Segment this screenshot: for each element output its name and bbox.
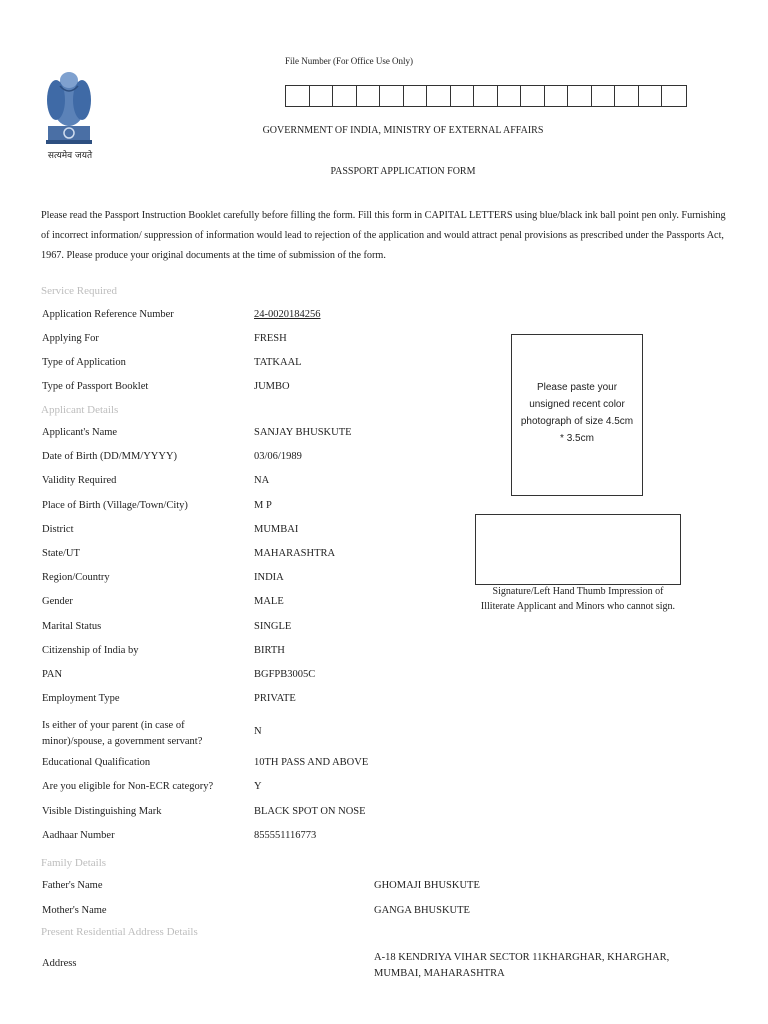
value-application-reference: 24-0020184256	[254, 309, 321, 320]
file-number-box	[545, 86, 569, 106]
value-applicant-name: SANJAY BHUSKUTE	[254, 427, 352, 438]
label-type-of-application: Type of Application	[42, 357, 126, 368]
label-applicant-name: Applicant's Name	[42, 427, 118, 438]
label-application-reference: Application Reference Number	[42, 309, 174, 320]
file-number-box	[404, 86, 428, 106]
file-number-box	[357, 86, 381, 106]
file-number-label: File Number (For Office Use Only)	[285, 56, 414, 66]
government-heading: GOVERNMENT OF INDIA, MINISTRY OF EXTERNAL AFFAIRS	[262, 125, 544, 136]
value-district: MUMBAI	[254, 524, 299, 535]
label-marital-status: Marital Status	[42, 621, 102, 632]
instructions-paragraph: Please read the Passport Instruction Booklet carefully before filling the form. Fill this form in CAPITAL LETTERS using blue/black ink ball point pen only. Furnishing of incorrect information/ suppression of information would lead to rejection of the application and would attract penal provisions as prescribed under the Passports Act, 1967. Please produce your original documents at the time of submission of the form.	[41, 210, 726, 261]
file-number-box	[286, 86, 310, 106]
label-place-of-birth: Place of Birth (Village/Town/City)	[42, 500, 188, 511]
label-father-name: Father's Name	[42, 880, 103, 891]
value-type-of-application: TATKAAL	[254, 357, 302, 368]
file-number-box	[639, 86, 663, 106]
file-number-box	[333, 86, 357, 106]
label-pan: PAN	[42, 669, 63, 680]
label-citizenship: Citizenship of India by	[42, 645, 139, 656]
label-date-of-birth: Date of Birth (DD/MM/YYYY)	[42, 451, 178, 462]
value-aadhaar: 855551116773	[254, 830, 317, 841]
file-number-box	[474, 86, 498, 106]
label-mother-name: Mother's Name	[42, 905, 107, 916]
file-number-box	[662, 86, 686, 106]
value-passport-booklet: JUMBO	[254, 381, 290, 392]
file-number-box	[615, 86, 639, 106]
value-validity: NA	[254, 475, 270, 486]
section-address-details: Present Residential Address Details	[41, 926, 198, 938]
label-validity: Validity Required	[42, 475, 117, 486]
file-number-box	[568, 86, 592, 106]
value-father-name: GHOMAJI BHUSKUTE	[374, 880, 480, 891]
section-applicant-details: Applicant Details	[41, 404, 119, 416]
form-title: PASSPORT APPLICATION FORM	[330, 166, 476, 177]
value-non-ecr: Y	[254, 781, 262, 792]
label-government-servant: Is either of your parent (in case of minor)/spouse, a government servant?	[42, 720, 203, 747]
label-district: District	[42, 524, 74, 535]
label-applying-for: Applying For	[42, 333, 99, 344]
photo-instructions: Please paste your unsigned recent color photograph of size 4.5cm * 3.5cm	[520, 382, 634, 444]
file-number-boxes	[285, 85, 687, 107]
label-distinguishing-mark: Visible Distinguishing Mark	[42, 806, 162, 817]
label-gender: Gender	[42, 596, 73, 607]
value-date-of-birth: 03/06/1989	[254, 451, 302, 462]
section-family-details: Family Details	[41, 857, 107, 869]
value-government-servant: N	[254, 726, 262, 737]
value-citizenship: BIRTH	[254, 645, 285, 656]
emblem-motto: सत्यमेव जयते	[47, 151, 93, 161]
file-number-box	[521, 86, 545, 106]
photo-box	[511, 334, 643, 496]
file-number-box	[427, 86, 451, 106]
label-educational-qualification: Educational Qualification	[42, 757, 151, 768]
value-gender: MALE	[254, 596, 284, 607]
value-mother-name: GANGA BHUSKUTE	[374, 905, 470, 916]
label-state: State/UT	[42, 548, 80, 559]
file-number-box	[380, 86, 404, 106]
label-passport-booklet: Type of Passport Booklet	[42, 381, 149, 392]
value-marital-status: SINGLE	[254, 621, 292, 632]
value-applying-for: FRESH	[254, 333, 287, 344]
file-number-box	[592, 86, 616, 106]
national-emblem-icon	[40, 66, 98, 166]
value-educational-qualification: 10TH PASS AND ABOVE	[254, 757, 369, 768]
value-distinguishing-mark: BLACK SPOT ON NOSE	[254, 806, 366, 817]
label-aadhaar: Aadhaar Number	[42, 830, 115, 841]
section-service-required: Service Required	[41, 285, 118, 297]
value-pan: BGFPB3005C	[254, 669, 316, 680]
value-employment-type: PRIVATE	[254, 693, 296, 704]
file-number-box	[310, 86, 334, 106]
value-region: INDIA	[254, 572, 284, 583]
file-number-box	[451, 86, 475, 106]
signature-caption: Signature/Left Hand Thumb Impression of Illiterate Applicant and Minors who cannot sign.	[480, 586, 676, 612]
value-state: MAHARASHTRA	[254, 548, 336, 559]
signature-box	[475, 514, 681, 585]
label-region: Region/Country	[42, 572, 110, 583]
file-number-box	[498, 86, 522, 106]
label-address: Address	[42, 958, 77, 969]
value-place-of-birth: M P	[254, 500, 272, 511]
label-employment-type: Employment Type	[42, 693, 120, 704]
label-non-ecr: Are you eligible for Non-ECR category?	[42, 781, 214, 792]
value-address: A-18 KENDRIYA VIHAR SECTOR 11KHARGHAR, KHARGHAR, MUMBAI, MAHARASHTRA	[374, 952, 670, 979]
